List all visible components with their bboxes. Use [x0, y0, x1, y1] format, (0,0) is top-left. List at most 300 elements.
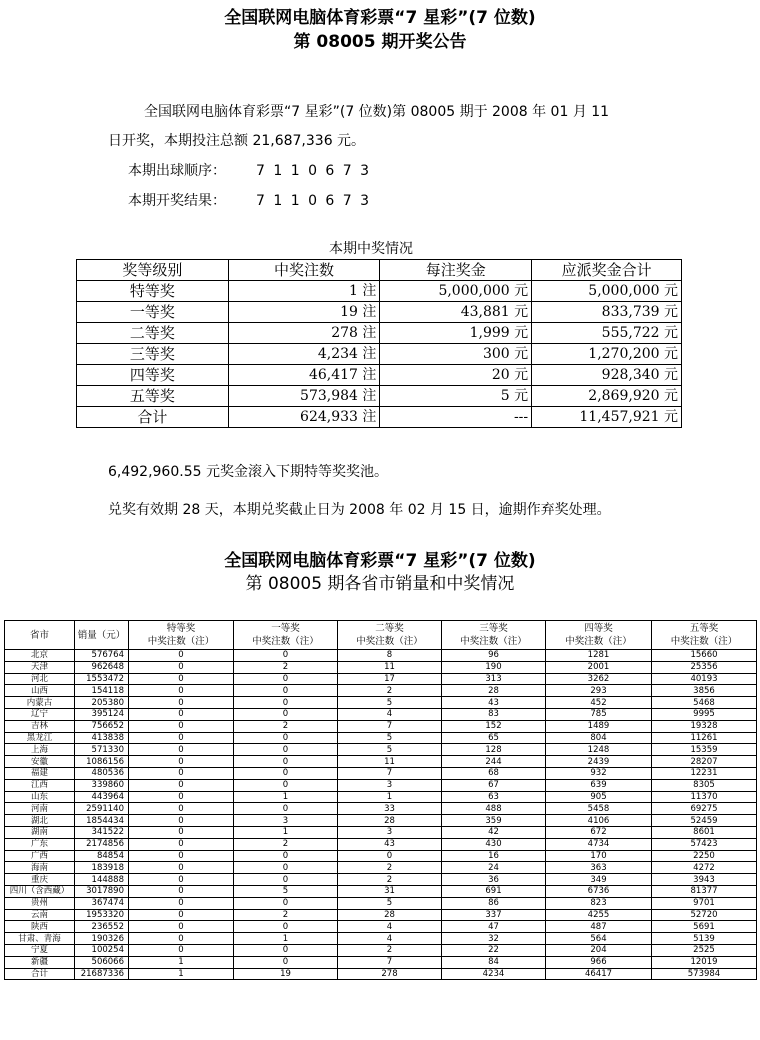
- province-header-tier0: [129, 621, 234, 650]
- province-row: [5, 909, 757, 921]
- province-tier4: 905: [546, 791, 652, 803]
- province-sales: 1854434: [75, 815, 129, 827]
- tier1-subtitle: 中奖注数（注）: [252, 636, 319, 647]
- province-tier1: 2: [234, 838, 338, 850]
- province-sales: 205380: [75, 697, 129, 709]
- province-tier5: 5468: [652, 697, 757, 709]
- province-tier4: 966: [546, 956, 652, 968]
- province-tier0: 0: [129, 803, 234, 815]
- province-tier0: 0: [129, 791, 234, 803]
- province-tier3: 16: [442, 850, 546, 862]
- province-sales: 1553472: [75, 673, 129, 685]
- province-tier1: 2: [234, 909, 338, 921]
- province-row: [5, 838, 757, 850]
- province-tier2: 5: [338, 897, 442, 909]
- province-tier2: 2: [338, 944, 442, 956]
- announcement-title: 全国联网电脑体育彩票“7 星彩”(7 位数): [224, 8, 536, 28]
- province-tier3: 152: [442, 720, 546, 732]
- province-tier3: 313: [442, 673, 546, 685]
- prize-count: 278 注: [228, 323, 380, 344]
- province-tier3: 190: [442, 661, 546, 673]
- province-name: 广东: [5, 838, 75, 850]
- province-tier2: 5: [338, 744, 442, 756]
- prize-per-bet: 20 元: [380, 365, 532, 386]
- province-tier2: 4: [338, 708, 442, 720]
- province-row: [5, 944, 757, 956]
- province-row: [5, 779, 757, 791]
- province-tier0: 0: [129, 850, 234, 862]
- province-sales: 84854: [75, 850, 129, 862]
- province-tier0: 1: [129, 956, 234, 968]
- prize-total: 833,739 元: [532, 302, 682, 323]
- province-tier5: 8305: [652, 779, 757, 791]
- province-tier1: 2: [234, 720, 338, 732]
- province-name: 四川（含西藏）: [5, 885, 75, 897]
- province-tier0: 0: [129, 673, 234, 685]
- province-tier5: 2250: [652, 850, 757, 862]
- province-row: [5, 826, 757, 838]
- province-tier2: 3: [338, 826, 442, 838]
- province-tier2: 4: [338, 921, 442, 933]
- province-header-tier1: [234, 621, 338, 650]
- province-tier3: 128: [442, 744, 546, 756]
- province-tier5: 8601: [652, 826, 757, 838]
- province-tier3: 488: [442, 803, 546, 815]
- province-tier4: 452: [546, 697, 652, 709]
- province-row: [5, 720, 757, 732]
- province-row: [5, 956, 757, 968]
- prize-row: [77, 386, 682, 407]
- province-name: 山西: [5, 685, 75, 697]
- province-section-title: 全国联网电脑体育彩票“7 星彩”(7 位数): [224, 551, 536, 571]
- province-tier0: 0: [129, 921, 234, 933]
- prize-total: 2,869,920 元: [532, 386, 682, 407]
- province-tier5: 9701: [652, 897, 757, 909]
- province-tier2: 33: [338, 803, 442, 815]
- province-tier2: 11: [338, 661, 442, 673]
- province-row: [5, 708, 757, 720]
- province-tier4: 170: [546, 850, 652, 862]
- province-name: 江西: [5, 779, 75, 791]
- province-tier0: 0: [129, 815, 234, 827]
- prize-total: 928,340 元: [532, 365, 682, 386]
- province-tier4: 672: [546, 826, 652, 838]
- province-tier4: 564: [546, 933, 652, 945]
- province-tier0: 0: [129, 933, 234, 945]
- province-tier0: 1: [129, 968, 234, 980]
- tier2-title: 二等奖: [375, 623, 404, 634]
- deadline-note: 兑奖有效期 28 天，本期兑奖截止日为 2008 年 02 月 15 日，逾期作弃奖处理。: [108, 502, 611, 518]
- province-row: [5, 744, 757, 756]
- province-row: [5, 661, 757, 673]
- province-tier2: 8: [338, 650, 442, 662]
- prize-total: 11,457,921 元: [532, 407, 682, 428]
- prize-level: 合计: [77, 407, 229, 428]
- province-name: 甘肃、青海: [5, 933, 75, 945]
- draw-result-value: 7 1 1 0 6 7 3: [256, 193, 372, 209]
- province-tier5: 52720: [652, 909, 757, 921]
- province-tier1: 0: [234, 650, 338, 662]
- province-sales: 413838: [75, 732, 129, 744]
- province-tier2: 7: [338, 720, 442, 732]
- province-tier2: 28: [338, 815, 442, 827]
- province-tier4: 487: [546, 921, 652, 933]
- province-tier0: 0: [129, 944, 234, 956]
- province-header-tier4: [546, 621, 652, 650]
- province-tier4: 1281: [546, 650, 652, 662]
- province-tier4: 363: [546, 862, 652, 874]
- prize-level: 特等奖: [77, 281, 229, 302]
- prize-level: 四等奖: [77, 365, 229, 386]
- province-header-sales: 销量（元）: [75, 621, 129, 650]
- province-tier5: 25356: [652, 661, 757, 673]
- province-tier2: 31: [338, 885, 442, 897]
- province-tier4: 46417: [546, 968, 652, 980]
- province-tier5: 57423: [652, 838, 757, 850]
- province-header-tier2: [338, 621, 442, 650]
- rollover-note: 6,492,960.55 元奖金滚入下期特等奖奖池。: [108, 464, 388, 480]
- province-tier3: 84: [442, 956, 546, 968]
- province-name: 安徽: [5, 756, 75, 768]
- draw-info-line2: 日开奖，本期投注总额 21,687,336 元。: [108, 133, 366, 149]
- province-sales: 339860: [75, 779, 129, 791]
- prize-header-level: 奖等级别: [77, 260, 229, 281]
- province-row: [5, 767, 757, 779]
- province-sales: 236552: [75, 921, 129, 933]
- province-tier1: 0: [234, 862, 338, 874]
- province-name: 宁夏: [5, 944, 75, 956]
- tier3-subtitle: 中奖注数（注）: [460, 636, 527, 647]
- province-tier5: 12019: [652, 956, 757, 968]
- province-tier5: 3856: [652, 685, 757, 697]
- province-tier3: 22: [442, 944, 546, 956]
- province-sales: 571330: [75, 744, 129, 756]
- province-sales: 506066: [75, 956, 129, 968]
- province-name: 福建: [5, 767, 75, 779]
- province-tier3: 36: [442, 874, 546, 886]
- province-tier1: 0: [234, 732, 338, 744]
- province-sales: 2174856: [75, 838, 129, 850]
- province-tier0: 0: [129, 650, 234, 662]
- province-name: 北京: [5, 650, 75, 662]
- province-row: [5, 791, 757, 803]
- province-table-header-row: [5, 621, 757, 650]
- tier1-title: 一等奖: [271, 623, 300, 634]
- province-row: [5, 885, 757, 897]
- prize-table: [76, 259, 682, 428]
- province-tier1: 1: [234, 933, 338, 945]
- tier0-title: 特等奖: [166, 623, 196, 634]
- province-row: [5, 815, 757, 827]
- province-tier2: 5: [338, 697, 442, 709]
- tier4-title: 四等奖: [584, 623, 613, 634]
- province-sales: 3017890: [75, 885, 129, 897]
- province-tier3: 42: [442, 826, 546, 838]
- province-tier2: 4: [338, 933, 442, 945]
- province-table-body: [5, 650, 757, 980]
- province-tier5: 11370: [652, 791, 757, 803]
- province-row: [5, 862, 757, 874]
- province-tier0: 0: [129, 826, 234, 838]
- tier5-title: 五等奖: [689, 623, 719, 634]
- province-tier5: 28207: [652, 756, 757, 768]
- tier4-subtitle: 中奖注数（注）: [565, 636, 632, 647]
- province-row: [5, 897, 757, 909]
- province-tier5: 15359: [652, 744, 757, 756]
- province-tier1: 0: [234, 744, 338, 756]
- province-tier3: 691: [442, 885, 546, 897]
- province-sales: 576764: [75, 650, 129, 662]
- province-tier1: 0: [234, 803, 338, 815]
- prize-total: 1,270,200 元: [532, 344, 682, 365]
- province-tier0: 0: [129, 720, 234, 732]
- province-row: [5, 933, 757, 945]
- province-tier1: 0: [234, 708, 338, 720]
- prize-table-caption: 本期中奖情况: [329, 241, 413, 257]
- province-section-subtitle: 第 08005 期各省市销量和中奖情况: [245, 574, 515, 594]
- announcement-subtitle: 第 08005 期开奖公告: [293, 32, 467, 52]
- prize-header-count: 中奖注数: [228, 260, 380, 281]
- prize-level: 五等奖: [77, 386, 229, 407]
- province-name: 天津: [5, 661, 75, 673]
- province-tier1: 5: [234, 885, 338, 897]
- province-tier4: 4734: [546, 838, 652, 850]
- province-tier5: 19328: [652, 720, 757, 732]
- province-tier1: 0: [234, 673, 338, 685]
- province-tier5: 9995: [652, 708, 757, 720]
- province-sales: 443964: [75, 791, 129, 803]
- province-tier5: 11261: [652, 732, 757, 744]
- province-tier5: 573984: [652, 968, 757, 980]
- province-tier4: 5458: [546, 803, 652, 815]
- province-tier4: 6736: [546, 885, 652, 897]
- province-tier2: 278: [338, 968, 442, 980]
- province-tier0: 0: [129, 685, 234, 697]
- province-sales: 962648: [75, 661, 129, 673]
- province-tier1: 0: [234, 685, 338, 697]
- province-tier2: 7: [338, 767, 442, 779]
- province-tier2: 28: [338, 909, 442, 921]
- province-tier1: 0: [234, 850, 338, 862]
- province-tier4: 785: [546, 708, 652, 720]
- prize-count: 46,417 注: [228, 365, 380, 386]
- prize-row: [77, 407, 682, 428]
- prize-header-total: 应派奖金合计: [532, 260, 682, 281]
- prize-row: [77, 281, 682, 302]
- province-tier0: 0: [129, 767, 234, 779]
- province-sales: 395124: [75, 708, 129, 720]
- province-sales: 341522: [75, 826, 129, 838]
- province-row: [5, 850, 757, 862]
- province-name: 广西: [5, 850, 75, 862]
- prize-level: 三等奖: [77, 344, 229, 365]
- province-sales: 756652: [75, 720, 129, 732]
- province-tier2: 43: [338, 838, 442, 850]
- province-sales: 2591140: [75, 803, 129, 815]
- prize-count: 1 注: [228, 281, 380, 302]
- province-tier5: 12231: [652, 767, 757, 779]
- province-tier5: 40193: [652, 673, 757, 685]
- prize-total: 5,000,000 元: [532, 281, 682, 302]
- province-tier3: 359: [442, 815, 546, 827]
- province-name: 贵州: [5, 897, 75, 909]
- prize-count: 19 注: [228, 302, 380, 323]
- tier3-title: 三等奖: [479, 623, 508, 634]
- draw-order-value: 7 1 1 0 6 7 3: [256, 163, 372, 179]
- tier5-subtitle: 中奖注数（注）: [670, 636, 738, 647]
- province-tier2: 11: [338, 756, 442, 768]
- province-tier3: 68: [442, 767, 546, 779]
- province-tier0: 0: [129, 661, 234, 673]
- province-tier3: 32: [442, 933, 546, 945]
- prize-count: 4,234 注: [228, 344, 380, 365]
- province-row: [5, 697, 757, 709]
- province-tier0: 0: [129, 874, 234, 886]
- province-tier5: 2525: [652, 944, 757, 956]
- province-tier1: 1: [234, 791, 338, 803]
- province-tier4: 349: [546, 874, 652, 886]
- province-name: 合计: [5, 968, 75, 980]
- province-name: 上海: [5, 744, 75, 756]
- province-name: 陕西: [5, 921, 75, 933]
- prize-row: [77, 344, 682, 365]
- province-name: 湖南: [5, 826, 75, 838]
- province-sales: 480536: [75, 767, 129, 779]
- province-tier4: 823: [546, 897, 652, 909]
- province-tier3: 83: [442, 708, 546, 720]
- province-tier4: 1489: [546, 720, 652, 732]
- prize-table-body: [77, 281, 682, 428]
- province-tier3: 96: [442, 650, 546, 662]
- province-tier2: 0: [338, 850, 442, 862]
- province-sales: 183918: [75, 862, 129, 874]
- province-tier0: 0: [129, 756, 234, 768]
- province-tier2: 2: [338, 862, 442, 874]
- province-tier4: 204: [546, 944, 652, 956]
- province-tier2: 2: [338, 874, 442, 886]
- province-tier1: 0: [234, 767, 338, 779]
- province-name: 湖北: [5, 815, 75, 827]
- prize-level: 二等奖: [77, 323, 229, 344]
- province-tier3: 337: [442, 909, 546, 921]
- province-tier1: 0: [234, 874, 338, 886]
- province-tier2: 5: [338, 732, 442, 744]
- province-tier2: 17: [338, 673, 442, 685]
- province-row: [5, 968, 757, 980]
- province-row: [5, 921, 757, 933]
- province-tier4: 1248: [546, 744, 652, 756]
- province-sales: 190326: [75, 933, 129, 945]
- province-tier4: 804: [546, 732, 652, 744]
- province-tier1: 0: [234, 944, 338, 956]
- province-row: [5, 650, 757, 662]
- province-tier3: 244: [442, 756, 546, 768]
- province-tier0: 0: [129, 909, 234, 921]
- province-row: [5, 803, 757, 815]
- province-tier5: 52459: [652, 815, 757, 827]
- province-tier1: 2: [234, 661, 338, 673]
- province-sales: 100254: [75, 944, 129, 956]
- province-tier1: 0: [234, 897, 338, 909]
- province-tier1: 19: [234, 968, 338, 980]
- province-row: [5, 874, 757, 886]
- prize-per-bet: ---: [380, 407, 532, 428]
- province-table: [4, 620, 757, 980]
- province-header-province: 省市: [5, 621, 75, 650]
- province-name: 河南: [5, 803, 75, 815]
- province-tier0: 0: [129, 732, 234, 744]
- province-tier3: 65: [442, 732, 546, 744]
- province-header-tier5: [652, 621, 757, 650]
- province-tier3: 47: [442, 921, 546, 933]
- province-tier5: 3943: [652, 874, 757, 886]
- province-name: 内蒙古: [5, 697, 75, 709]
- province-tier1: 0: [234, 921, 338, 933]
- draw-result-label: 本期开奖结果：: [128, 193, 226, 209]
- province-name: 云南: [5, 909, 75, 921]
- province-tier4: 2001: [546, 661, 652, 673]
- province-sales: 21687336: [75, 968, 129, 980]
- province-tier4: 2439: [546, 756, 652, 768]
- province-tier1: 3: [234, 815, 338, 827]
- province-tier0: 0: [129, 897, 234, 909]
- province-name: 重庆: [5, 874, 75, 886]
- province-tier5: 15660: [652, 650, 757, 662]
- province-tier2: 2: [338, 685, 442, 697]
- tier0-subtitle: 中奖注数（注）: [147, 636, 215, 647]
- province-name: 河北: [5, 673, 75, 685]
- province-tier1: 0: [234, 756, 338, 768]
- province-tier0: 0: [129, 744, 234, 756]
- province-tier4: 4106: [546, 815, 652, 827]
- province-tier3: 63: [442, 791, 546, 803]
- prize-level: 一等奖: [77, 302, 229, 323]
- province-tier3: 28: [442, 685, 546, 697]
- province-name: 辽宁: [5, 708, 75, 720]
- province-tier0: 0: [129, 838, 234, 850]
- prize-count: 624,933 注: [228, 407, 380, 428]
- province-tier2: 3: [338, 779, 442, 791]
- prize-row: [77, 365, 682, 386]
- province-name: 海南: [5, 862, 75, 874]
- province-tier1: 0: [234, 956, 338, 968]
- draw-order-label: 本期出球顺序：: [128, 163, 226, 179]
- province-name: 黑龙江: [5, 732, 75, 744]
- province-row: [5, 685, 757, 697]
- province-sales: 1086156: [75, 756, 129, 768]
- prize-per-bet: 5 元: [380, 386, 532, 407]
- province-sales: 144888: [75, 874, 129, 886]
- province-row: [5, 732, 757, 744]
- province-tier4: 293: [546, 685, 652, 697]
- province-tier3: 86: [442, 897, 546, 909]
- province-tier5: 5691: [652, 921, 757, 933]
- province-tier2: 7: [338, 956, 442, 968]
- province-tier0: 0: [129, 779, 234, 791]
- prize-total: 555,722 元: [532, 323, 682, 344]
- province-tier4: 639: [546, 779, 652, 791]
- province-tier4: 3262: [546, 673, 652, 685]
- province-sales: 1953320: [75, 909, 129, 921]
- province-header-tier3: [442, 621, 546, 650]
- province-tier4: 932: [546, 767, 652, 779]
- province-tier3: 430: [442, 838, 546, 850]
- province-tier3: 24: [442, 862, 546, 874]
- province-tier5: 4272: [652, 862, 757, 874]
- province-tier3: 4234: [442, 968, 546, 980]
- province-row: [5, 756, 757, 768]
- province-tier3: 67: [442, 779, 546, 791]
